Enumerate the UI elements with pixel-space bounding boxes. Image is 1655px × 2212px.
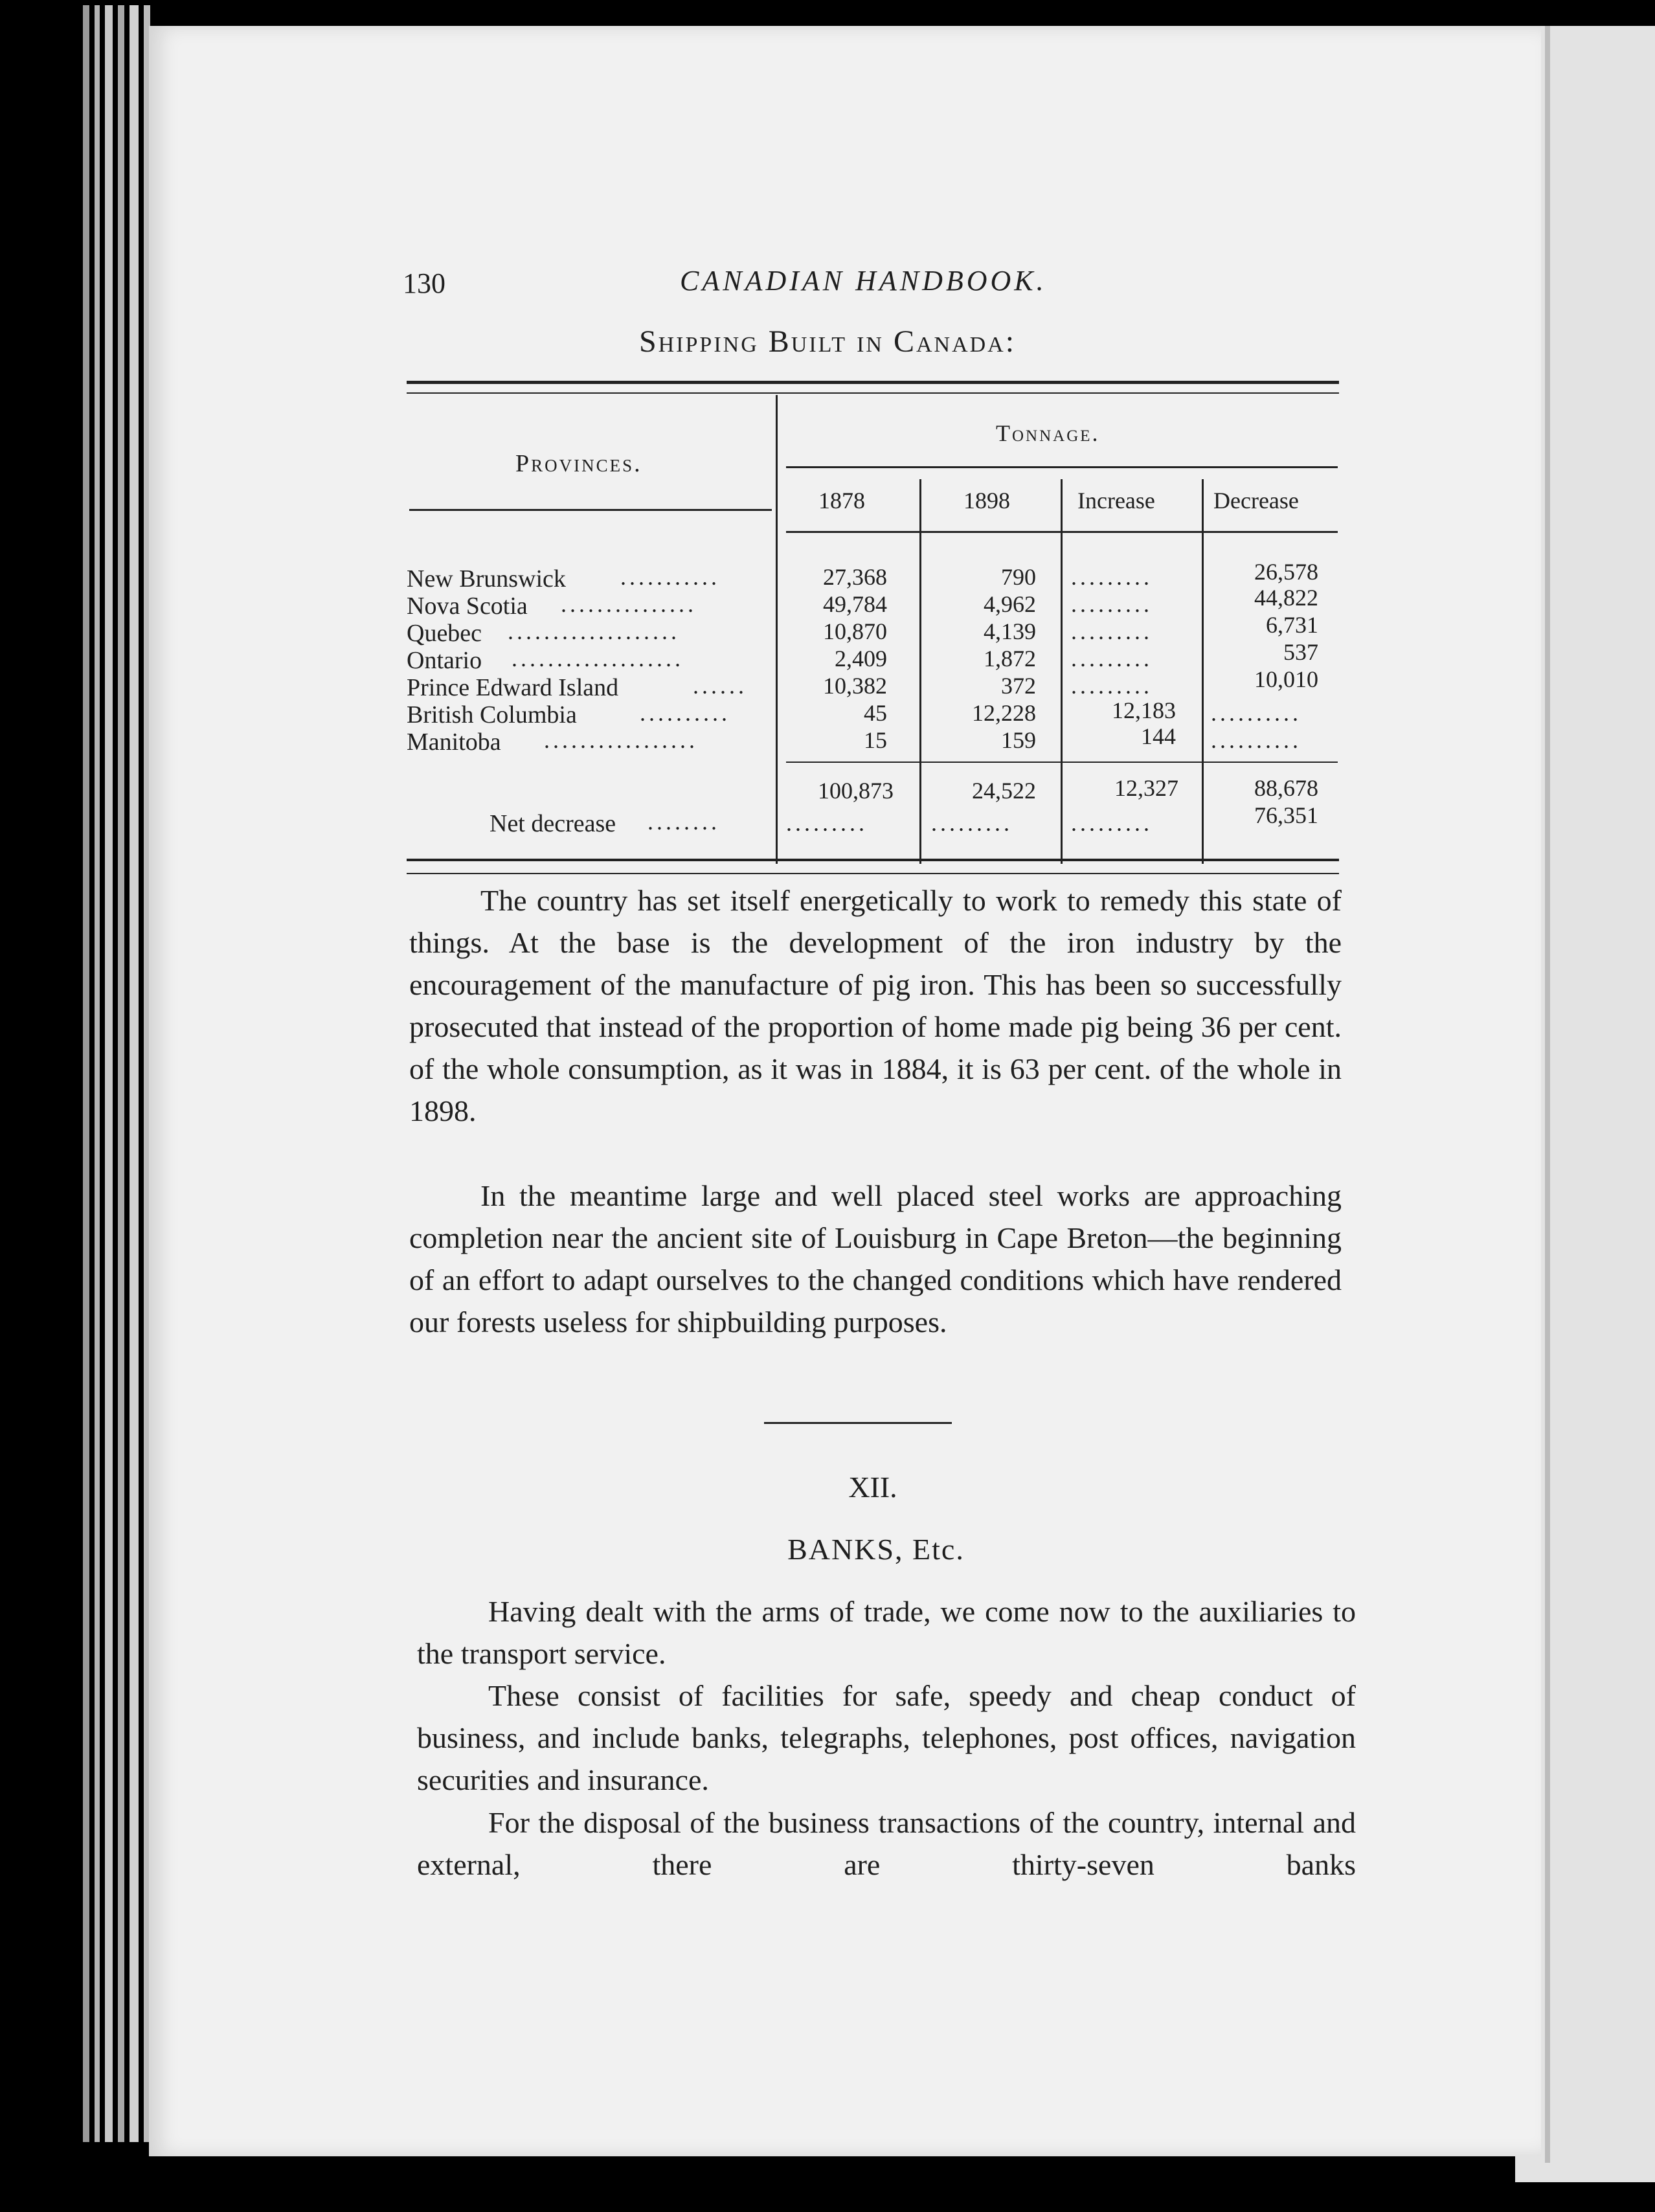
leader-dots: .........	[1071, 564, 1153, 590]
cell-1878: 49,784	[823, 591, 887, 617]
cell-decrease: 537	[1283, 639, 1318, 665]
leader-dots: .........	[931, 810, 1013, 836]
cell-1898: 372	[1001, 673, 1036, 699]
leader-dots: ..........	[1211, 700, 1301, 726]
col-divider-decrease	[1202, 479, 1204, 864]
table-bottom-rule-thin	[407, 873, 1339, 874]
col-header-1878: 1878	[818, 488, 865, 514]
tonnage-underline	[786, 466, 1338, 468]
leader-dots: ...........	[620, 564, 720, 590]
total-decrease: 88,678	[1254, 775, 1318, 801]
cell-1898: 790	[1001, 564, 1036, 590]
cell-1878: 45	[864, 700, 887, 726]
province-label: Ontario	[407, 647, 482, 674]
cell-1878: 10,870	[823, 618, 887, 644]
province-label: Manitoba	[407, 728, 501, 756]
table-top-rule	[407, 381, 1339, 384]
cell-increase: 144	[1141, 723, 1176, 749]
cell-1898: 4,962	[984, 591, 1036, 617]
leader-dots: ...............	[561, 591, 697, 617]
cell-decrease: 44,822	[1254, 585, 1318, 611]
leader-dots: ...................	[512, 646, 684, 672]
total-1898: 24,522	[972, 778, 1036, 804]
leader-dots: .................	[544, 727, 698, 753]
net-decrease-value: 76,351	[1254, 802, 1318, 828]
leader-dots: ...................	[508, 618, 680, 644]
paragraph-auxiliaries: Having dealt with the arms of trade, we come now to the auxiliaries to the transport service.	[417, 1595, 1356, 1670]
leader-dots: .........	[1071, 646, 1153, 672]
province-label: New Brunswick	[407, 565, 566, 592]
paragraph-remedy: The country has set itself energetically to work to remedy this state of things. At the base is the development of the iron industry by the encouragement of the manufacture of pig iron. This has been so successfully prosecuted that instead of the proportion of home made pig being 36 per cent. of the whole consumption, as it was in 1884, it is 63 per cent. of the whole in 1898.	[409, 884, 1342, 1127]
table-bottom-rule	[407, 859, 1339, 861]
cell-1878: 10,382	[823, 673, 887, 699]
leader-dots: ........	[647, 809, 720, 835]
province-label: Quebec	[407, 620, 482, 647]
totals-rule	[786, 762, 1338, 763]
cell-1898: 1,872	[984, 646, 1036, 672]
province-label: Nova Scotia	[407, 592, 528, 620]
col-header-increase: Increase	[1077, 488, 1155, 514]
paragraph-steel-works: In the meantime large and well placed steel works are approaching completion near the ancient site of Louisburg in Cape Breton—the beginning of an effort to adapt ourselves to the changed conditions which have rendered our forests useless for shipbuilding purposes.	[409, 1179, 1342, 1338]
table-top-rule-thin	[407, 392, 1339, 394]
cell-decrease: 26,578	[1254, 559, 1318, 585]
leader-dots: .........	[786, 810, 868, 836]
col-divider-increase	[1061, 479, 1063, 864]
total-1878: 100,873	[818, 778, 894, 804]
cell-1898: 4,139	[984, 618, 1036, 644]
cell-decrease: 6,731	[1266, 612, 1318, 638]
page-number: 130	[403, 267, 445, 299]
leader-dots: .........	[1071, 673, 1153, 699]
cell-increase: 12,183	[1112, 697, 1176, 723]
leader-dots: ..........	[1211, 727, 1301, 753]
cell-1878: 15	[864, 727, 887, 753]
cell-decrease: 10,010	[1254, 666, 1318, 692]
province-label: British Columbia	[407, 701, 577, 728]
years-underline	[786, 531, 1338, 533]
section-divider	[764, 1422, 952, 1424]
table-title: Shipping Built in Canada:	[638, 324, 1017, 359]
col-header-decrease: Decrease	[1213, 488, 1299, 514]
provinces-divider	[776, 395, 778, 864]
cell-1898: 12,228	[972, 700, 1036, 726]
leader-dots: .........	[1071, 591, 1153, 617]
section-number: XII.	[848, 1471, 897, 1504]
col-divider-1898	[919, 479, 921, 864]
cell-1898: 159	[1001, 727, 1036, 753]
net-decrease-label: Net decrease	[490, 810, 616, 837]
paragraph-banks: For the disposal of the business transactions of the country, internal and external, there are thirty-seven banks	[417, 1806, 1356, 1881]
col-header-1898: 1898	[963, 488, 1010, 514]
cell-1878: 27,368	[823, 564, 887, 590]
leader-dots: ......	[693, 673, 747, 699]
total-increase: 12,327	[1114, 775, 1178, 801]
provinces-underline	[409, 509, 772, 511]
running-head: CANADIAN HANDBOOK.	[680, 265, 1047, 297]
province-label: Prince Edward Island	[407, 674, 619, 701]
col-header-tonnage: Tonnage.	[996, 420, 1100, 446]
cell-1878: 2,409	[835, 646, 887, 672]
section-title: BANKS, Etc.	[787, 1533, 965, 1566]
leader-dots: ..........	[640, 700, 730, 726]
leader-dots: .........	[1071, 810, 1153, 836]
col-header-provinces: Provinces.	[515, 450, 642, 477]
paragraph-facilities: These consist of facilities for safe, speedy and cheap conduct of business, and include banks, telegraphs, telephones, post offices, navigation securities and insurance.	[417, 1679, 1356, 1796]
leader-dots: .........	[1071, 618, 1153, 644]
